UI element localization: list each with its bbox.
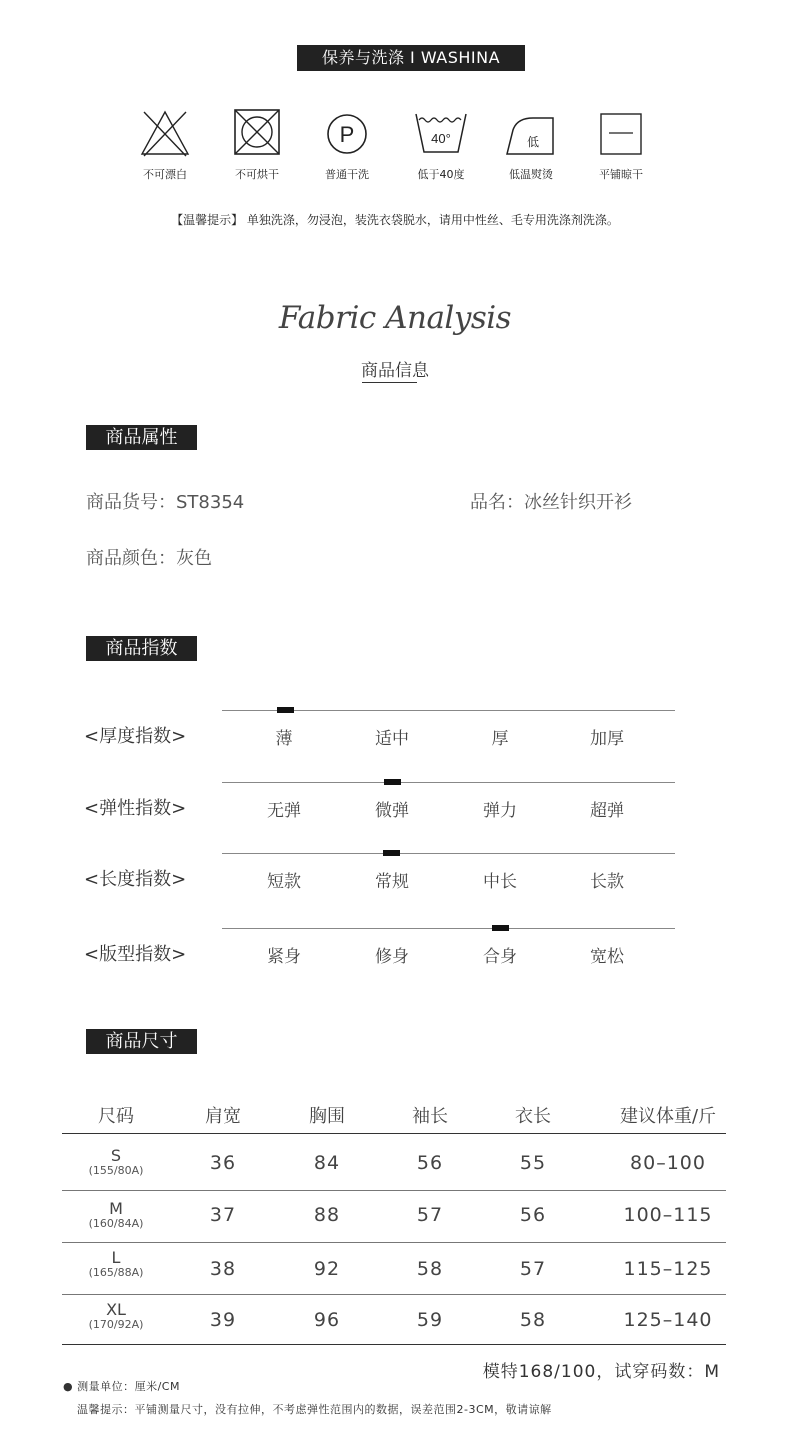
cell-weight: 100–115 <box>623 1204 713 1226</box>
index-label: <弹性指数> <box>84 798 187 819</box>
cell-chest: 88 <box>313 1204 341 1226</box>
index-option: 宽松 <box>590 947 624 967</box>
size-spec: (165/88A) <box>88 1266 144 1279</box>
sizes-tag: 商品尺寸 <box>86 1029 197 1054</box>
index-row-elasticity <box>0 782 790 842</box>
table-row-size <box>66 1302 166 1332</box>
index-option: 适中 <box>375 729 409 749</box>
care-section-title: 保养与洗涤 I WASHINA <box>297 45 525 71</box>
index-option: 厚 <box>491 729 509 749</box>
table-divider <box>62 1190 726 1191</box>
index-option: 长款 <box>590 872 624 892</box>
cell-weight: 115–125 <box>623 1258 713 1280</box>
care-label: 平铺晾干 <box>599 168 643 181</box>
care-item-iron-low <box>486 108 576 188</box>
size-name: XL <box>106 1300 126 1319</box>
cell-shoulder: 39 <box>209 1309 237 1331</box>
scale-line <box>222 782 675 783</box>
cell-shoulder: 38 <box>209 1258 237 1280</box>
index-row-length <box>0 853 790 913</box>
table-divider <box>62 1242 726 1243</box>
care-label: 普通干洗 <box>325 168 369 181</box>
index-option: 无弹 <box>267 801 301 821</box>
scale-line <box>222 853 675 854</box>
size-name: M <box>109 1199 123 1218</box>
table-divider <box>62 1344 726 1345</box>
cell-weight: 80–100 <box>630 1152 706 1174</box>
cell-length: 57 <box>519 1258 547 1280</box>
care-item-no-tumble-dry <box>212 108 302 188</box>
index-option: 短款 <box>267 872 301 892</box>
index-option: 合身 <box>483 947 517 967</box>
wash-40-icon <box>413 108 469 158</box>
svg-text:低: 低 <box>526 135 540 149</box>
svg-text:P: P <box>339 122 355 147</box>
care-label: 低温熨烫 <box>509 168 553 181</box>
dry-flat-icon <box>595 108 647 158</box>
measure-tip-note: 温馨提示：平铺测量尺寸，没有拉伸，不考虑弹性范围内的数据，误差范围2-3CM，敬请谅解 <box>77 1403 552 1416</box>
cell-chest: 92 <box>313 1258 341 1280</box>
size-spec: (155/80A) <box>88 1164 144 1177</box>
cell-chest: 84 <box>313 1152 341 1174</box>
index-option: 弹力 <box>483 801 517 821</box>
scale-marker <box>492 925 509 931</box>
care-tip: 【温馨提示】 单独洗涤，勿浸泡，装洗衣袋脱水，请用中性丝、毛专用洗涤剂洗涤。 <box>171 213 619 227</box>
care-item-no-bleach <box>120 108 210 188</box>
index-option: 紧身 <box>267 947 301 967</box>
cell-weight: 125–140 <box>623 1309 713 1331</box>
index-label: <版型指数> <box>84 944 187 965</box>
table-divider <box>62 1133 726 1134</box>
subtitle-underline <box>362 382 417 383</box>
scale-marker <box>277 707 294 713</box>
table-divider <box>62 1294 726 1295</box>
index-option: 超弹 <box>590 801 624 821</box>
col-header-length: 衣长 <box>515 1106 551 1127</box>
index-option: 微弹 <box>375 801 409 821</box>
care-label: 低于40度 <box>417 168 465 181</box>
product-color: 商品颜色：灰色 <box>86 548 212 569</box>
care-item-dry-flat <box>576 108 666 188</box>
cell-shoulder: 36 <box>209 1152 237 1174</box>
cell-sleeve: 58 <box>416 1258 444 1280</box>
scale-line <box>222 928 675 929</box>
cell-length: 55 <box>519 1152 547 1174</box>
fabric-analysis-subtitle: 商品信息 <box>361 361 429 381</box>
index-option: 修身 <box>375 947 409 967</box>
fabric-analysis-title: Fabric Analysis <box>278 300 512 336</box>
index-option: 加厚 <box>590 729 624 749</box>
table-row-size <box>66 1250 166 1280</box>
size-name: S <box>110 1146 122 1165</box>
table-row-size <box>66 1148 166 1178</box>
index-label: <厚度指数> <box>84 726 187 747</box>
no-bleach-icon <box>139 108 191 158</box>
care-item-wash-40 <box>396 108 486 188</box>
cell-sleeve: 56 <box>416 1152 444 1174</box>
model-info: 模特168/100，试穿码数：M <box>482 1362 720 1382</box>
dry-clean-p-icon <box>321 108 373 158</box>
col-header-weight: 建议体重/斤 <box>619 1106 717 1127</box>
care-item-dry-clean <box>302 108 392 188</box>
iron-low-icon <box>503 108 559 158</box>
size-spec: (160/84A) <box>88 1217 144 1230</box>
item-number: 商品货号：ST8354 <box>86 492 245 513</box>
scale-marker <box>383 850 400 856</box>
size-name: L <box>111 1248 121 1267</box>
cell-sleeve: 59 <box>416 1309 444 1331</box>
measure-unit-note: ● 测量单位：厘米/CM <box>63 1380 180 1393</box>
index-label: <长度指数> <box>84 869 187 890</box>
index-option: 中长 <box>483 872 517 892</box>
cell-shoulder: 37 <box>209 1204 237 1226</box>
index-option: 薄 <box>275 729 293 749</box>
attributes-tag: 商品属性 <box>86 425 197 450</box>
col-header-sleeve: 袖长 <box>412 1106 448 1127</box>
no-tumble-dry-icon <box>231 108 283 158</box>
scale-marker <box>384 779 401 785</box>
col-header-size: 尺码 <box>98 1106 134 1127</box>
index-row-fit <box>0 928 790 988</box>
svg-text:40°: 40° <box>431 131 451 146</box>
cell-length: 58 <box>519 1309 547 1331</box>
table-row-size <box>66 1201 166 1231</box>
product-name: 品名：冰丝针织开衫 <box>470 492 632 513</box>
size-spec: (170/92A) <box>88 1318 144 1331</box>
care-label: 不可烘干 <box>235 168 279 181</box>
indices-tag: 商品指数 <box>86 636 197 661</box>
cell-chest: 96 <box>313 1309 341 1331</box>
cell-length: 56 <box>519 1204 547 1226</box>
cell-sleeve: 57 <box>416 1204 444 1226</box>
col-header-shoulder: 肩宽 <box>205 1106 241 1127</box>
index-option: 常规 <box>375 872 409 892</box>
col-header-chest: 胸围 <box>309 1106 345 1127</box>
care-label: 不可漂白 <box>143 168 187 181</box>
index-row-thickness <box>0 710 790 770</box>
